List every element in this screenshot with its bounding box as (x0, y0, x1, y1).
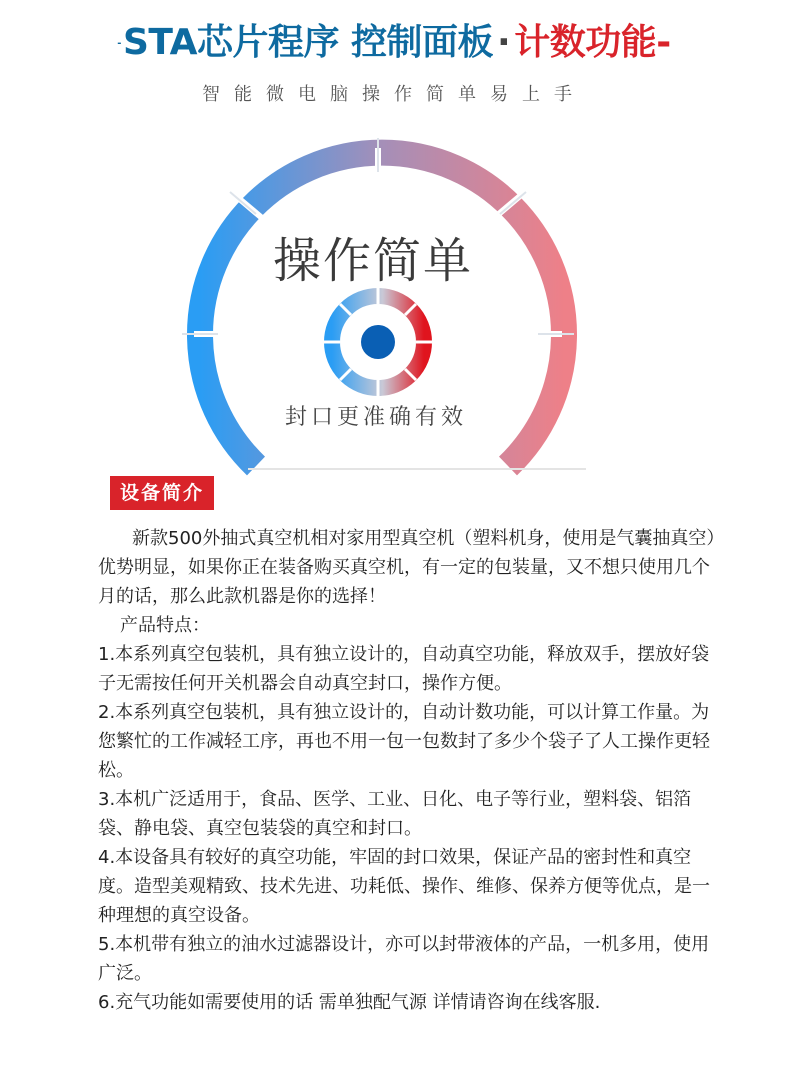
dial-title: 操作简单 (272, 233, 473, 289)
page-subtitle: 智能微电脑操作简单易上手 (202, 84, 586, 105)
feature-item: 4.本设备具有较好的真空功能，牢固的封口效果，保证产品的密封性和真空度。造型美观精致、技术先进、功耗低、操作、维修、保养方便等优点，是一种理想的真空设备。 (98, 847, 710, 926)
page-title (117, 14, 670, 73)
center-dot (361, 325, 395, 359)
title-part-2: 计数功能- (514, 22, 671, 63)
feature-item: 5.本机带有独立的油水过滤器设计，亦可以封带液体的产品，一机多用，使用广泛。 (98, 934, 710, 984)
section-tag: 设备简介 (110, 476, 214, 510)
feature-item: 6.充气功能如需要使用的话 需单独配气源 详情请咨询在线客服. (98, 992, 601, 1013)
features-heading: 产品特点： (120, 615, 210, 636)
title-pre-dash: - (117, 38, 121, 49)
feature-item: 1.本系列真空包装机，具有独立设计的，自动真空功能，释放双手，摆放好袋子无需按任何开关机器会自动真空封口，操作方便。 (98, 644, 710, 694)
title-dot: · (497, 22, 511, 63)
feature-item: 3.本机广泛适用于，食品、医学、工业、日化、电子等行业，塑料袋、铝箔袋、静电袋、真空包装袋的真空和封口。 (98, 789, 692, 839)
intro-paragraph: 新款500外抽式真空机相对家用型真空机（塑料机身，使用是气囊抽真空）优势明显，如果你正在装备购买真空机，有一定的包装量，又不想只使用几个月的话，那么此款机器是你的选择！ (98, 528, 716, 607)
feature-item: 2.本系列真空包装机，具有独立设计的，自动计数功能，可以计算工作量。为您繁忙的工作减轻工序，再也不用一包一包数封了多少个袋子了人工操作更轻松。 (98, 702, 710, 781)
description (98, 524, 718, 1017)
dial-caption: 封口更准确有效 (284, 405, 467, 430)
dial-graphic (178, 136, 588, 476)
title-part-1: STA芯片程序 控制面板 (122, 22, 494, 63)
header (0, 14, 788, 72)
